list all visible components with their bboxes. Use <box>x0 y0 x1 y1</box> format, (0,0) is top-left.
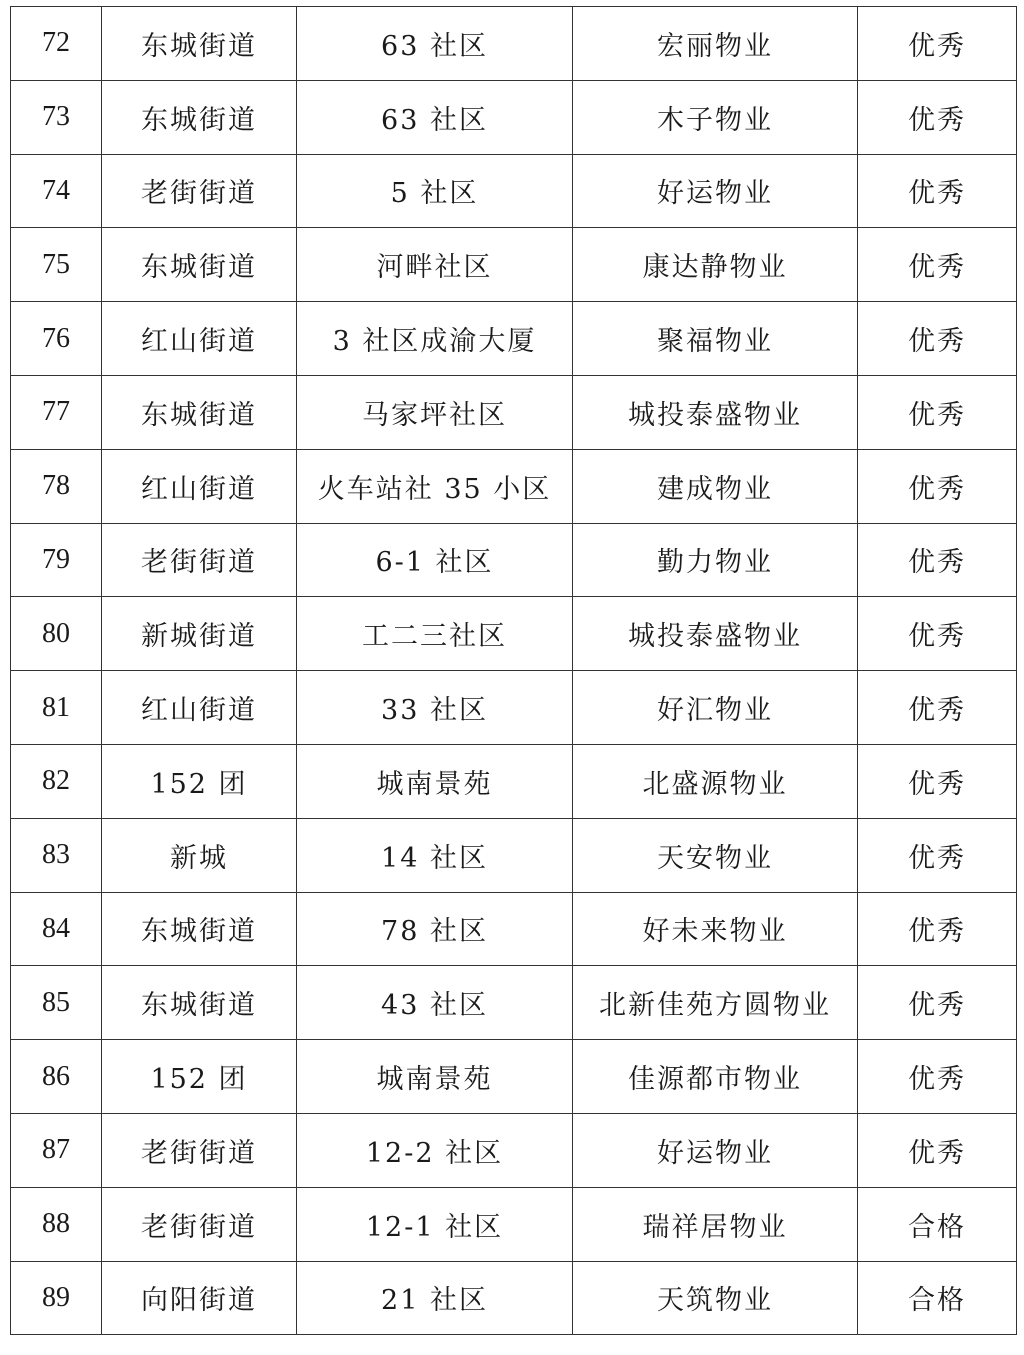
street-cell: 红山街道 <box>102 671 297 745</box>
street-cell: 152 团 <box>102 1040 297 1114</box>
community-cell: 21 社区 <box>297 1261 573 1335</box>
table-row <box>11 228 1017 302</box>
community-cell: 城南景苑 <box>297 1040 573 1114</box>
street-cell: 东城街道 <box>102 228 297 302</box>
community-cell: 工二三社区 <box>297 597 573 671</box>
community-cell: 33 社区 <box>297 671 573 745</box>
property-company-cell: 天安物业 <box>573 818 858 892</box>
table-row <box>11 1261 1017 1335</box>
table-body <box>11 7 1017 1335</box>
rating-cell: 优秀 <box>858 966 1017 1040</box>
property-company-cell: 康达静物业 <box>573 228 858 302</box>
community-cell: 火车站社 35 小区 <box>297 449 573 523</box>
row-number-cell: 85 <box>11 966 102 1040</box>
street-cell: 红山街道 <box>102 302 297 376</box>
community-cell: 63 社区 <box>297 80 573 154</box>
community-cell: 63 社区 <box>297 7 573 81</box>
row-number-cell: 77 <box>11 375 102 449</box>
street-cell: 东城街道 <box>102 375 297 449</box>
community-cell: 12-2 社区 <box>297 1113 573 1187</box>
row-number-cell: 89 <box>11 1261 102 1335</box>
table-row <box>11 375 1017 449</box>
table-row <box>11 302 1017 376</box>
property-company-cell: 城投泰盛物业 <box>573 597 858 671</box>
row-number-cell: 72 <box>11 7 102 81</box>
table-row <box>11 966 1017 1040</box>
row-number-cell: 83 <box>11 818 102 892</box>
table-row <box>11 744 1017 818</box>
rating-cell: 优秀 <box>858 1040 1017 1114</box>
table-row <box>11 892 1017 966</box>
table-row <box>11 523 1017 597</box>
street-cell: 东城街道 <box>102 80 297 154</box>
rating-cell: 优秀 <box>858 818 1017 892</box>
rating-cell: 优秀 <box>858 1113 1017 1187</box>
table-row <box>11 1187 1017 1261</box>
rating-cell: 优秀 <box>858 449 1017 523</box>
row-number-cell: 84 <box>11 892 102 966</box>
community-cell: 78 社区 <box>297 892 573 966</box>
street-cell: 红山街道 <box>102 449 297 523</box>
street-cell: 东城街道 <box>102 7 297 81</box>
property-company-cell: 宏丽物业 <box>573 7 858 81</box>
row-number-cell: 78 <box>11 449 102 523</box>
rating-cell: 优秀 <box>858 154 1017 228</box>
street-cell: 东城街道 <box>102 966 297 1040</box>
community-cell: 5 社区 <box>297 154 573 228</box>
table-row <box>11 449 1017 523</box>
table-row <box>11 7 1017 81</box>
street-cell: 东城街道 <box>102 892 297 966</box>
rating-cell: 优秀 <box>858 744 1017 818</box>
property-company-cell: 城投泰盛物业 <box>573 375 858 449</box>
row-number-cell: 76 <box>11 302 102 376</box>
table-row <box>11 1040 1017 1114</box>
street-cell: 老街街道 <box>102 1187 297 1261</box>
rating-cell: 优秀 <box>858 892 1017 966</box>
community-cell: 河畔社区 <box>297 228 573 302</box>
street-cell: 老街街道 <box>102 1113 297 1187</box>
rating-cell: 优秀 <box>858 302 1017 376</box>
property-company-cell: 瑞祥居物业 <box>573 1187 858 1261</box>
table-row <box>11 818 1017 892</box>
table-row <box>11 597 1017 671</box>
street-cell: 老街街道 <box>102 523 297 597</box>
community-cell: 3 社区成渝大厦 <box>297 302 573 376</box>
rating-cell: 优秀 <box>858 80 1017 154</box>
community-cell: 14 社区 <box>297 818 573 892</box>
community-cell: 43 社区 <box>297 966 573 1040</box>
street-cell: 新城 <box>102 818 297 892</box>
row-number-cell: 75 <box>11 228 102 302</box>
rating-cell: 优秀 <box>858 7 1017 81</box>
property-company-cell: 北盛源物业 <box>573 744 858 818</box>
property-company-cell: 聚福物业 <box>573 302 858 376</box>
table-row <box>11 80 1017 154</box>
community-cell: 马家坪社区 <box>297 375 573 449</box>
rating-cell: 优秀 <box>858 375 1017 449</box>
property-company-cell: 好汇物业 <box>573 671 858 745</box>
property-rating-table <box>10 6 1017 1335</box>
table-row <box>11 671 1017 745</box>
property-company-cell: 天筑物业 <box>573 1261 858 1335</box>
row-number-cell: 87 <box>11 1113 102 1187</box>
rating-cell: 优秀 <box>858 671 1017 745</box>
street-cell: 新城街道 <box>102 597 297 671</box>
table-row <box>11 1113 1017 1187</box>
property-company-cell: 建成物业 <box>573 449 858 523</box>
property-company-cell: 好运物业 <box>573 1113 858 1187</box>
street-cell: 老街街道 <box>102 154 297 228</box>
row-number-cell: 80 <box>11 597 102 671</box>
row-number-cell: 88 <box>11 1187 102 1261</box>
community-cell: 城南景苑 <box>297 744 573 818</box>
street-cell: 向阳街道 <box>102 1261 297 1335</box>
property-company-cell: 勤力物业 <box>573 523 858 597</box>
row-number-cell: 79 <box>11 523 102 597</box>
community-cell: 6-1 社区 <box>297 523 573 597</box>
street-cell: 152 团 <box>102 744 297 818</box>
row-number-cell: 74 <box>11 154 102 228</box>
property-company-cell: 北新佳苑方圆物业 <box>573 966 858 1040</box>
property-company-cell: 好运物业 <box>573 154 858 228</box>
rating-cell: 合格 <box>858 1261 1017 1335</box>
row-number-cell: 82 <box>11 744 102 818</box>
community-cell: 12-1 社区 <box>297 1187 573 1261</box>
rating-cell: 合格 <box>858 1187 1017 1261</box>
rating-cell: 优秀 <box>858 228 1017 302</box>
property-company-cell: 好未来物业 <box>573 892 858 966</box>
property-rating-table-container <box>10 6 1016 1335</box>
table-row <box>11 154 1017 228</box>
rating-cell: 优秀 <box>858 523 1017 597</box>
rating-cell: 优秀 <box>858 597 1017 671</box>
row-number-cell: 73 <box>11 80 102 154</box>
row-number-cell: 81 <box>11 671 102 745</box>
row-number-cell: 86 <box>11 1040 102 1114</box>
property-company-cell: 木子物业 <box>573 80 858 154</box>
property-company-cell: 佳源都市物业 <box>573 1040 858 1114</box>
